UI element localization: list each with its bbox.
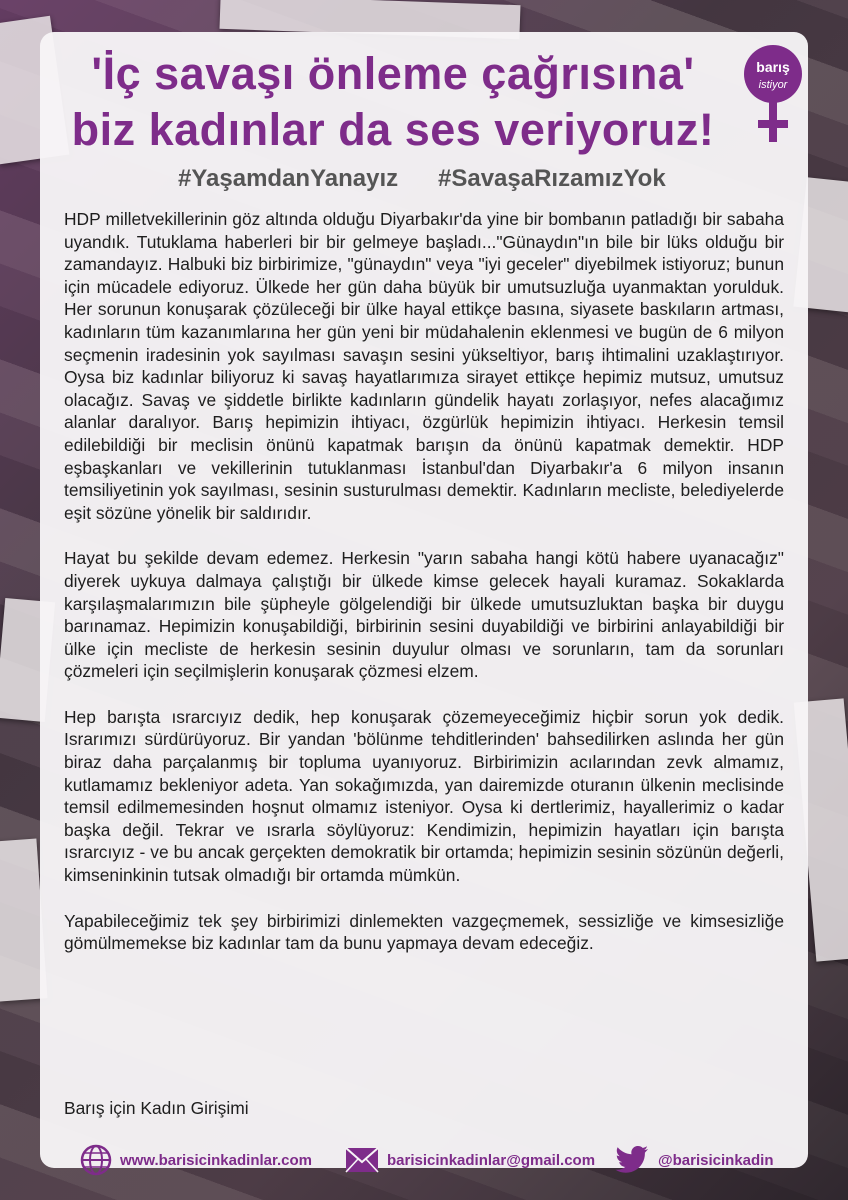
envelope-icon xyxy=(345,1147,379,1173)
paragraph: Hep barışta ısrarcıyız dedik, hep konuşarak çözemeyeceğimiz hiçbir sorun yok dedik. Israrımızı sürdürüyoruz. Bir yandan 'bölünme tehditlerinden' bahsedilirken aslında her gün biraz daha parçalanmış bir topluma uyanıyoruz. Birbirimizin acılarından zevk almamız, kutlamamız bekleniyor adeta. Yan sokağımızda, yan dairemizde oturanın ülkenin meclisinde temsil edilmemesinden hoşnut olmamız isteniyor. Oysa ki dertlerimiz, hayallerimiz o kadar başka değil. Tekrar ve ısrarla söylüyoruz: Kendimizin, hepimizin hayatları için barışta ısrarcıyız - ve bu ancak gerçekten demokratik bir ortamda; hepimizin sesinin sözünün değerli, kimseninkinin tutsak olmadığı bir ortamda mümkün. xyxy=(64,706,784,886)
hashtag-yasamdanyanayiz: #YaşamdanYanayız xyxy=(178,165,399,192)
svg-text:istiyor: istiyor xyxy=(758,79,788,91)
svg-text:barış: barış xyxy=(756,59,790,75)
letter-body xyxy=(64,208,784,978)
signature: Barış için Kadın Girişimi xyxy=(64,1098,249,1118)
page-title xyxy=(48,46,738,158)
paragraph: Yapabileceğimiz tek şey birbirimizi dinlemekten vazgeçmemek, sessizliğe ve kimsesizliğe gömülmemekse biz kadınlar tam da bunu yapmaya devam edeceğiz. xyxy=(64,910,784,954)
footer-email[interactable] xyxy=(345,1140,595,1180)
email-link[interactable]: barisicinkadinlar@gmail.com xyxy=(387,1151,596,1169)
footer-website[interactable] xyxy=(80,1140,312,1180)
hashtag-savasarizamizyok: #SavaşaRızamızYok xyxy=(438,165,666,192)
title-line-1: 'İç savaşı önleme çağrısına' xyxy=(91,48,695,99)
globe-icon xyxy=(80,1144,112,1176)
logo-emblem xyxy=(742,42,804,162)
footer-twitter[interactable] xyxy=(614,1140,774,1180)
twitter-bird-icon xyxy=(614,1145,650,1175)
twitter-handle[interactable]: @barisicinkadin xyxy=(658,1151,774,1169)
title-line-2: biz kadınlar da ses veriyoruz! xyxy=(71,104,715,155)
paragraph: HDP milletvekillerinin göz altında olduğu Diyarbakır'da yine bir bombanın patladığı bir sabaha uyandık. Tutuklama haberleri bir bir gelmeye başladı..."Günaydın"ın bile bir lüks olduğu bir zamandayız. Halbuki biz birbirimize, "günaydın" veya "iyi geceler" diyebilmek istiyoruz; bunun için mücadele ediyoruz. Ülkede her gün daha büyük bir umutsuzluğa uyanmaktan yorulduk. Her sorunun konuşarak çözüleceği bir ülke hayal ettikçe basına, siyasete baskıların artması, kadınların tüm kazanımlarına her gün yeni bir müdahalenin eklenmesi ve bugün de 6 milyon seçmenin iradesinin yok sayılması savaşın sesini yükseltiyor, barış ihtimalini uzaklaştırıyor. Oysa biz kadınlar biliyoruz ki savaş hayatlarımıza sirayet ettikçe hepimiz mutsuz, umutsuz olacağız. Savaş ve şiddetle birlikte kadınların gündelik hayatı zorlaşıyor, nefes alacağımız alanlar daralıyor. Barış hepimizin ihtiyacı, özgürlük hepimizin ihtiyacı. Herkesin temsil edilebildiği bir meclisin önünü kapatmak barışın da önünü kapatmak demektir. HDP eşbaşkanları ve vekillerinin tutuklanması İstanbul'dan Diyarbakır'a 6 milyon insanın temsiliyetinin yok sayılması, sesinin susturulması demektir. Kadınların mecliste, belediyelerde eşit sözüne yönelik bir saldırıdır. xyxy=(64,209,784,523)
logo xyxy=(742,42,804,162)
website-link[interactable]: www.barisicinkadinlar.com xyxy=(120,1151,313,1169)
paragraph: Hayat bu şekilde devam edemez. Herkesin "yarın sabaha hangi kötü habere uyanacağız" diyerek uykuya dalmaya çalıştığı bir ülkede kimse gelecek hayali kuramaz. Sokaklarda karşılaşmalarımızın bile şüpheyle gölgelendiği bir ülkede umutsuzluktan başka bir duygu barınamaz. Hepimizin konuşabildiği, birbirinin sesini duyabildiği ve birbirini anlayabildiği bir ülke için mecliste de herkesin sesinin duyulur olması ve sorunların, tam da sorunları çözmeleri için seçilmişlerin konuşarak çözmesi elzem. xyxy=(64,548,784,682)
